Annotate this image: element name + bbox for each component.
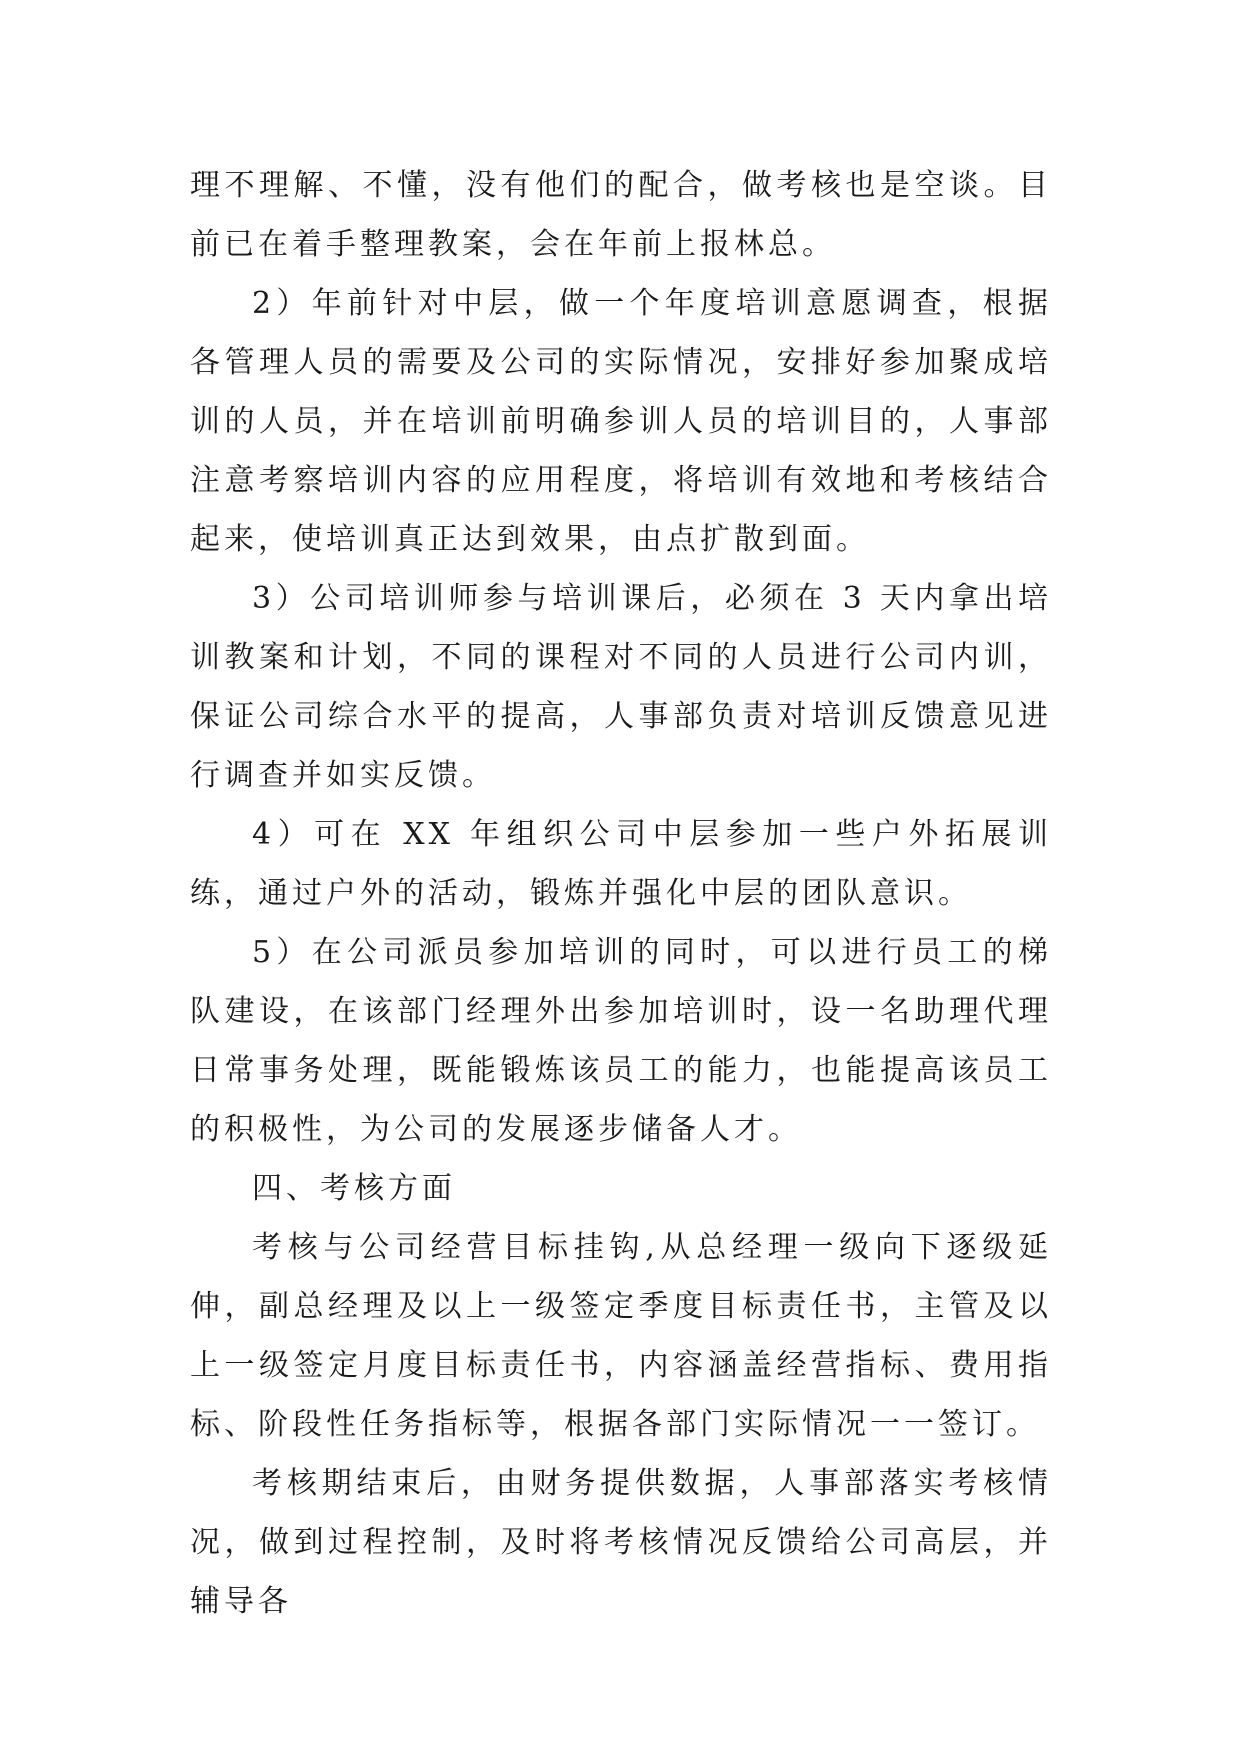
- paragraph-item-4: 4）可在 XX 年组织公司中层参加一些户外拓展训练，通过户外的活动，锻炼并强化中层的团队意识。: [190, 817, 1052, 911]
- paragraph-item-5: 5）在公司派员参加培训的同时，可以进行员工的梯队建设，在该部门经理外出参加培训时，设一名助理代理日常事务处理，既能锻炼该员工的能力，也能提高该员工的积极性，为公司的发展逐步储备人才。: [190, 935, 1052, 1147]
- document-body: [190, 156, 1052, 1631]
- paragraph-assessment-followup: 考核期结束后，由财务提供数据，人事部落实考核情况，做到过程控制，及时将考核情况反馈给公司高层，并辅导各: [190, 1466, 1052, 1619]
- paragraph-item-3: 3）公司培训师参与培训课后，必须在 3 天内拿出培训教案和计划，不同的课程对不同的人员进行公司内训，保证公司综合水平的提高，人事部负责对培训反馈意见进行调查并如实反馈。: [190, 581, 1052, 793]
- section-heading-assessment: 四、考核方面: [252, 1171, 456, 1206]
- paragraph-continuation: 理不理解、不懂，没有他们的配合，做考核也是空谈。目前已在着手整理教案，会在年前上报林总。: [190, 168, 1052, 262]
- paragraph-item-2: 2）年前针对中层，做一个年度培训意愿调查，根据各管理人员的需要及公司的实际情况，安排好参加聚成培训的人员，并在培训前明确参训人员的培训目的，人事部注意考察培训内容的应用程度，将培训有效地和考核结合起来，使培训真正达到效果，由点扩散到面。: [190, 286, 1052, 557]
- paragraph-assessment-targets: 考核与公司经营目标挂钩,从总经理一级向下逐级延伸，副总经理及以上一级签定季度目标责任书，主管及以上一级签定月度目标责任书，内容涵盖经营指标、费用指标、阶段性任务指标等，根据各部门实际情况一一签订。: [190, 1230, 1052, 1442]
